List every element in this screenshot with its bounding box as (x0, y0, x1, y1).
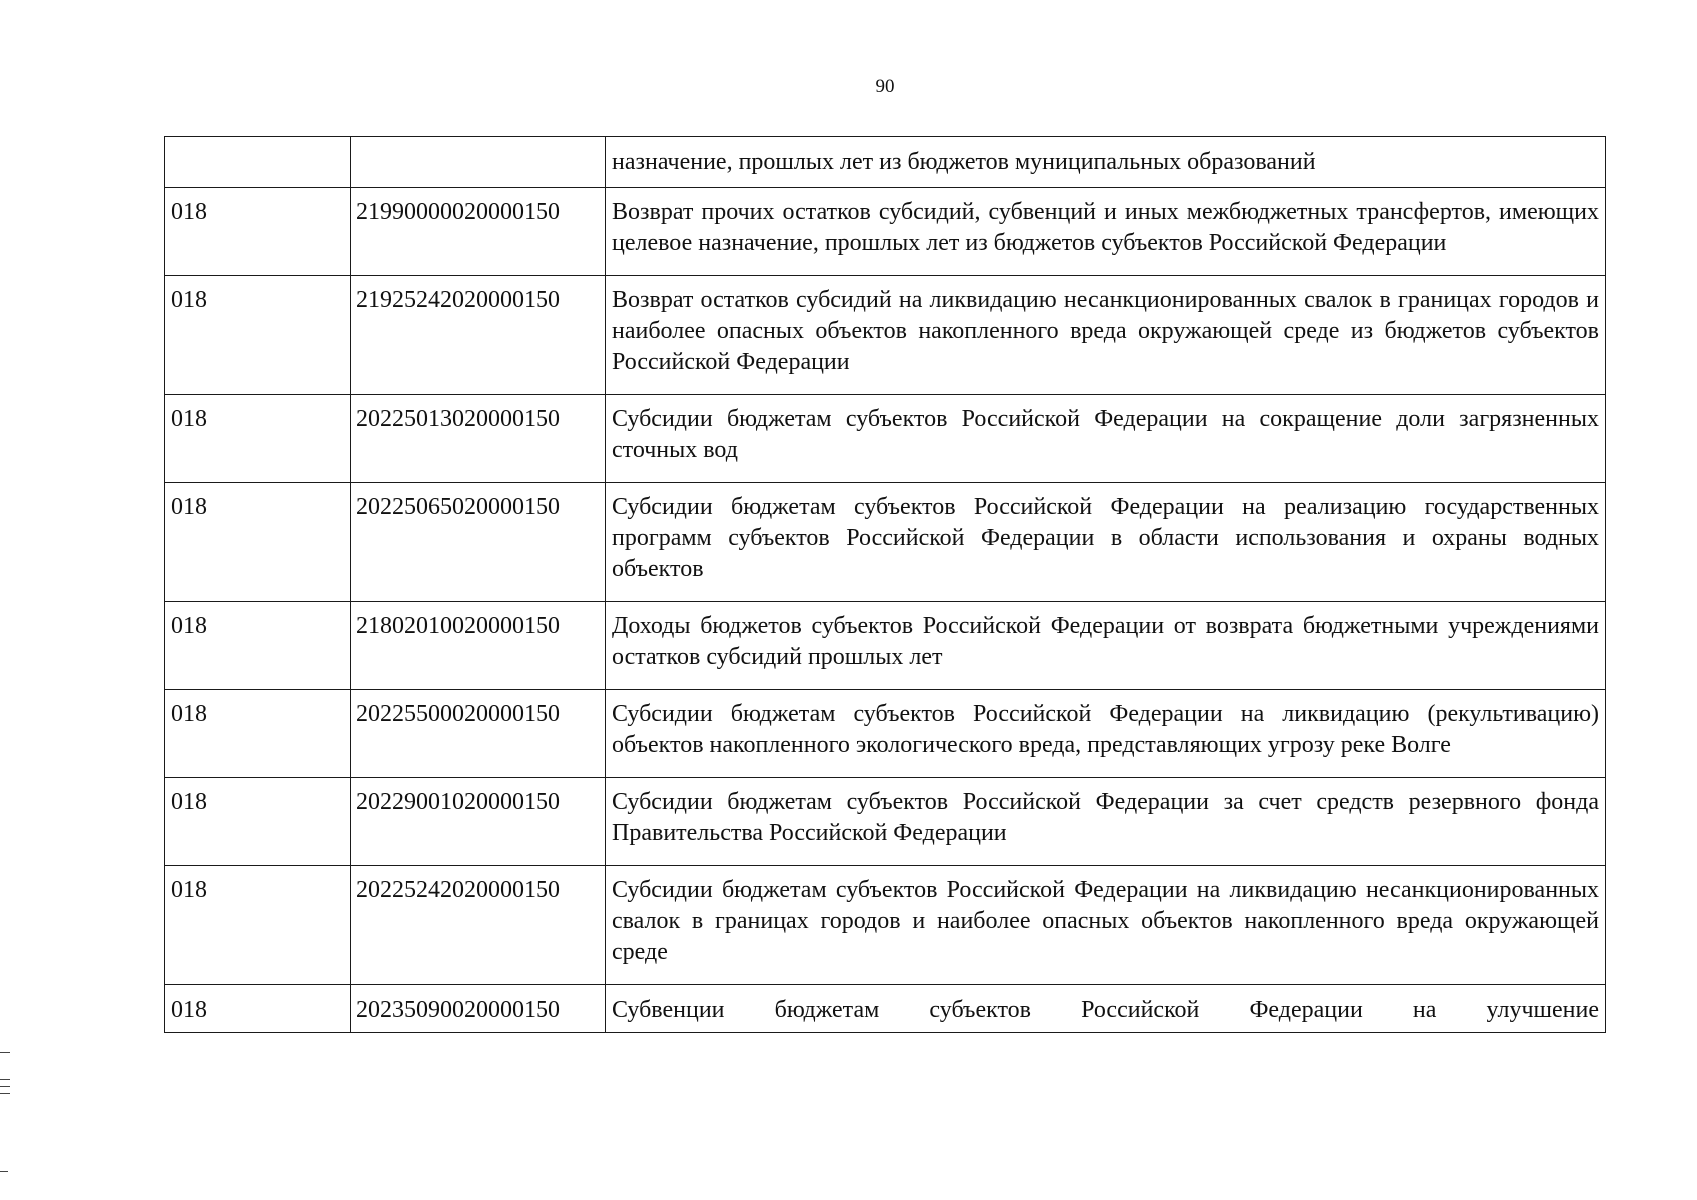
table-row (165, 602, 1606, 690)
description-cell: Возврат прочих остатков субсидий, субвенций и иных межбюджетных трансфертов, имеющих целевое назначение, прошлых лет из бюджетов субъектов Российской Федерации (606, 188, 1606, 276)
admin-code-cell: 018 (165, 866, 351, 985)
admin-code-cell: 018 (165, 276, 351, 395)
description-cell: Субсидии бюджетам субъектов Российской Федерации на сокращение доли загрязненных сточных вод (606, 395, 1606, 483)
admin-code-cell: 018 (165, 778, 351, 866)
budget-code-cell: 20235090020000150 (351, 985, 606, 1033)
scan-mark (0, 1086, 10, 1087)
table-row (165, 985, 1606, 1033)
description-cell: Доходы бюджетов субъектов Российской Федерации от возврата бюджетными учреждениями остатков субсидий прошлых лет (606, 602, 1606, 690)
table-row (165, 778, 1606, 866)
admin-code-cell: 018 (165, 483, 351, 602)
table-row (165, 866, 1606, 985)
table-row (165, 395, 1606, 483)
description-cell: Субсидии бюджетам субъектов Российской Федерации за счет средств резервного фонда Правительства Российской Федерации (606, 778, 1606, 866)
description-cell: Возврат остатков субсидий на ликвидацию несанкционированных свалок в границах городов и наиболее опасных объектов накопленного вреда окружающей среде из бюджетов субъектов Российской Федерации (606, 276, 1606, 395)
table-row (165, 137, 1606, 188)
budget-code-cell: 20225242020000150 (351, 866, 606, 985)
budget-codes-table (164, 136, 1606, 1033)
scan-mark (0, 1052, 10, 1053)
page-number: 90 (875, 76, 895, 97)
table-row (165, 690, 1606, 778)
description-cell: Субсидии бюджетам субъектов Российской Федерации на реализацию государственных программ субъектов Российской Федерации в области использования и охраны водных объектов (606, 483, 1606, 602)
admin-code-cell: 018 (165, 395, 351, 483)
budget-code-cell: 20225065020000150 (351, 483, 606, 602)
description-cell: назначение, прошлых лет из бюджетов муниципальных образований (606, 137, 1606, 188)
scan-mark (0, 1171, 8, 1172)
scan-mark (0, 1079, 10, 1080)
description-cell: Субсидии бюджетам субъектов Российской Федерации на ликвидацию несанкционированных свалок в границах городов и наиболее опасных объектов накопленного вреда окружающей среде (606, 866, 1606, 985)
budget-code-cell: 20225013020000150 (351, 395, 606, 483)
budget-code-cell: 20229001020000150 (351, 778, 606, 866)
admin-code-cell: 018 (165, 188, 351, 276)
admin-code-cell: 018 (165, 985, 351, 1033)
admin-code-cell: 018 (165, 690, 351, 778)
budget-code-cell (351, 137, 606, 188)
budget-code-cell: 21925242020000150 (351, 276, 606, 395)
admin-code-cell: 018 (165, 602, 351, 690)
table-row (165, 276, 1606, 395)
table-row (165, 483, 1606, 602)
budget-code-cell: 20225500020000150 (351, 690, 606, 778)
budget-code-cell: 21802010020000150 (351, 602, 606, 690)
description-cell: Субсидии бюджетам субъектов Российской Федерации на ликвидацию (рекультивацию) объектов накопленного экологического вреда, представляющих угрозу реке Волге (606, 690, 1606, 778)
admin-code-cell (165, 137, 351, 188)
budget-code-cell: 21990000020000150 (351, 188, 606, 276)
description-cell: Субвенции бюджетам субъектов Российской Федерации на улучшение (606, 985, 1606, 1033)
scan-mark (0, 1093, 10, 1094)
table-row (165, 188, 1606, 276)
